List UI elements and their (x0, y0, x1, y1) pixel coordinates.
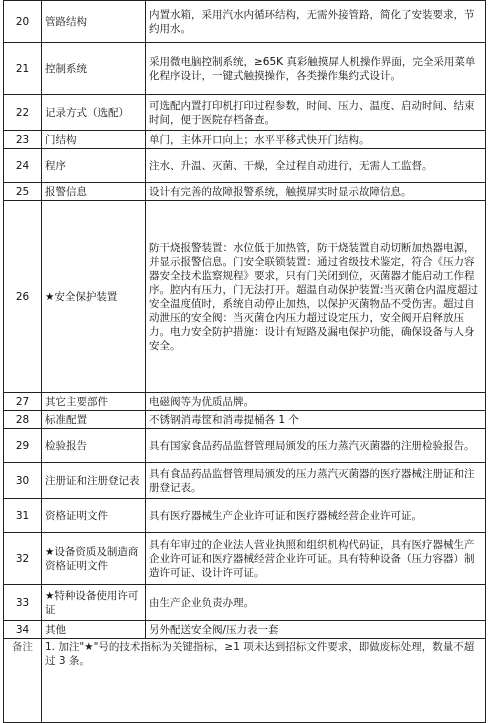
row-name: 门结构 (42, 131, 146, 149)
row-description: 具有年审过的企业法人营业执照和组织机构代码证，具有医疗器械生产企业许可证和医疗器械经营企业许可证。具有特种设备（压力容器）制造许可证、设计许可证。 (146, 533, 486, 585)
row-number: 27 (4, 393, 42, 411)
row-number: 31 (4, 499, 42, 533)
row-description: 由生产企业负责办理。 (146, 585, 486, 621)
row-description: 可选配内置打印机打印过程参数，时间、压力、温度、启动时间、结束时间，便于医院存档备查。 (146, 95, 486, 131)
note-text: 1. 加注"★"号的技术指标为关键指标，≥1 项未达到招标文件要求，即做废标处理，数量不超过 3 条。 (42, 639, 486, 723)
table-row (4, 183, 486, 201)
row-number: 32 (4, 533, 42, 585)
row-name: 检验报告 (42, 429, 146, 463)
row-name: 管路结构 (42, 1, 146, 43)
row-description: 电磁阀等为优质品牌。 (146, 393, 486, 411)
row-name: ★特种设备使用许可证 (42, 585, 146, 621)
row-description: 内置水箱，采用汽水内循环结构，无需外接管路，简化了安装要求，节约用水。 (146, 1, 486, 43)
note-label: 备注 (4, 639, 42, 723)
row-number: 26 (4, 201, 42, 393)
row-number: 30 (4, 463, 42, 499)
table-row (4, 149, 486, 183)
table-row (4, 585, 486, 621)
table-row (4, 1, 486, 43)
row-number: 22 (4, 95, 42, 131)
row-name: 其它主要部件 (42, 393, 146, 411)
table-row (4, 533, 486, 585)
table-row (4, 463, 486, 499)
table-row (4, 499, 486, 533)
row-description: 具有食品药品监督管理局颁发的压力蒸汽灭菌器的医疗器械注册证和注册登记表。 (146, 463, 486, 499)
row-description: 具有国家食品药品监督管理局颁发的压力蒸汽灭菌器的注册检验报告。 (146, 429, 486, 463)
row-name: 程序 (42, 149, 146, 183)
row-number: 25 (4, 183, 42, 201)
row-number: 23 (4, 131, 42, 149)
row-description: 不锈钢消毒筐和消毒提桶各 1 个 (146, 411, 486, 429)
row-number: 24 (4, 149, 42, 183)
row-description: 设计有完善的故障报警系统，触摸屏实时显示故障信息。 (146, 183, 486, 201)
row-name: 其他 (42, 621, 146, 639)
table-row (4, 95, 486, 131)
note-row (4, 639, 486, 723)
table-row (4, 201, 486, 393)
row-number: 29 (4, 429, 42, 463)
row-name: ★设备资质及制造商资格证明文件 (42, 533, 146, 585)
row-name: 资格证明文件 (42, 499, 146, 533)
table-row (4, 393, 486, 411)
row-description: 采用微电脑控制系统，≥65K 真彩触摸屏人机操作界面，完全采用菜单化程序设计，一键式触摸操作，各类操作集约式设计。 (146, 43, 486, 95)
row-name: ★安全保护装置 (42, 201, 146, 393)
row-description: 单门，主体开口向上；水平平移式快开门结构。 (146, 131, 486, 149)
row-number: 33 (4, 585, 42, 621)
row-description: 注水、升温、灭菌、干燥，全过程自动进行，无需人工监督。 (146, 149, 486, 183)
row-description: 防干烧报警装置：水位低于加热管，防干烧装置自动切断加热器电源，并显示报警信息。门安全联锁装置：通过省级技术鉴定，符合《压力容器安全技术监察规程》要求，只有门关闭到位，灭菌器才能启动工作程序。腔内有压力，门无法打开。超温自动保护装置:当灭菌仓内温度超过安全温度值时，系统自动停止加热，以保护灭菌物品不受伤害。超过自动泄压的安全阀：当灭菌仓内压力超过设定压力，安全阀开启释放压力。电力安全防护措施：设计有短路及漏电保护功能，确保设备与人身安全。 (146, 201, 486, 393)
table-row (4, 429, 486, 463)
row-name: 控制系统 (42, 43, 146, 95)
row-name: 标准配置 (42, 411, 146, 429)
row-name: 注册证和注册登记表 (42, 463, 146, 499)
row-number: 21 (4, 43, 42, 95)
row-number: 28 (4, 411, 42, 429)
spec-table (3, 0, 486, 723)
row-description: 具有医疗器械生产企业许可证和医疗器械经营企业许可证。 (146, 499, 486, 533)
table-row (4, 43, 486, 95)
table-row (4, 621, 486, 639)
row-name: 报警信息 (42, 183, 146, 201)
row-description: 另外配送安全阀/压力表一套 (146, 621, 486, 639)
table-row (4, 131, 486, 149)
row-number: 34 (4, 621, 42, 639)
table-row (4, 411, 486, 429)
row-name: 记录方式（选配） (42, 95, 146, 131)
row-number: 20 (4, 1, 42, 43)
